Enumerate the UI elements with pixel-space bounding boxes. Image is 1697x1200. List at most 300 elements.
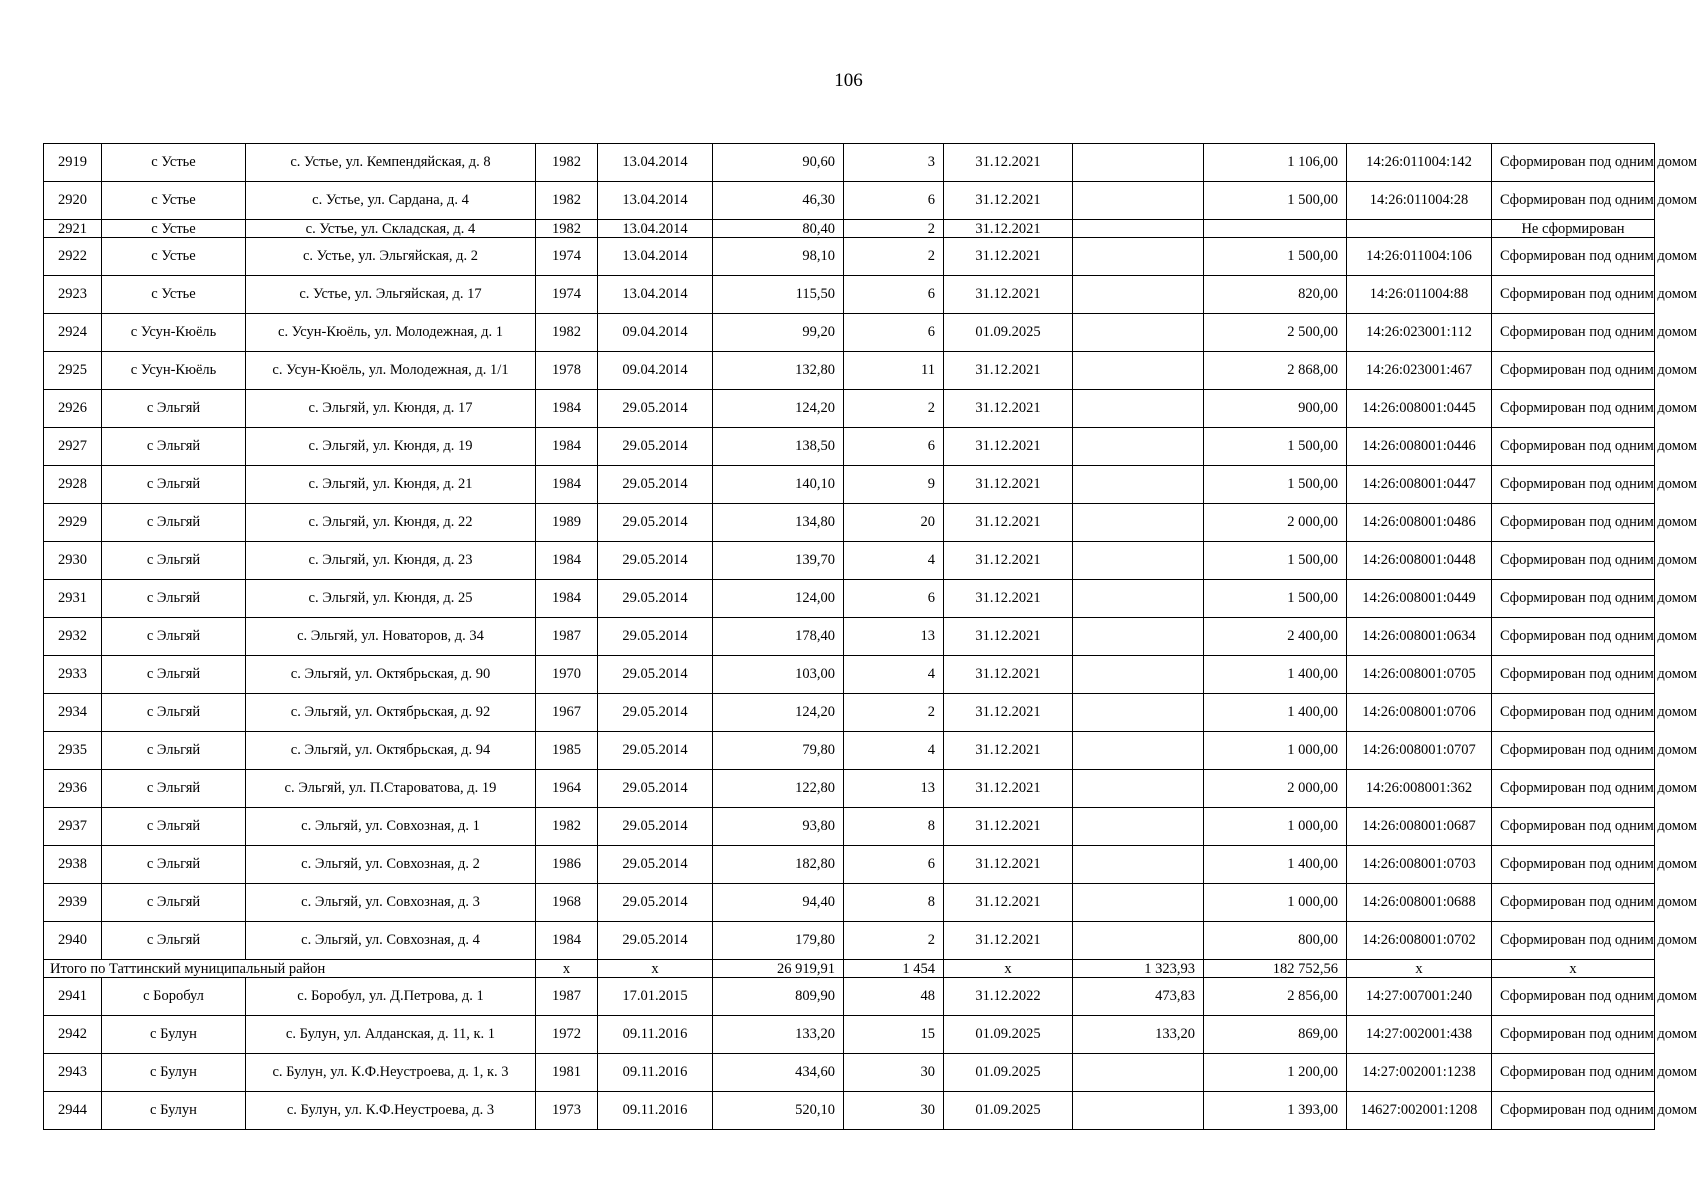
cell-address: с. Устье, ул. Складская, д. 4 bbox=[246, 220, 536, 238]
table-row bbox=[44, 466, 1655, 504]
table-row bbox=[44, 884, 1655, 922]
cell-date: 29.05.2014 bbox=[598, 466, 713, 504]
cell-settlement: с Булун bbox=[102, 1092, 246, 1130]
cell-cadastral-number: 14:27:002001:438 bbox=[1347, 1016, 1492, 1054]
cell-settlement: с Эльгяй bbox=[102, 656, 246, 694]
cell-deadline: 31.12.2021 bbox=[944, 808, 1073, 846]
cell-cost: 1 393,00 bbox=[1204, 1092, 1347, 1130]
cell-deadline: 01.09.2025 bbox=[944, 1092, 1073, 1130]
cell-year: 1967 bbox=[536, 694, 598, 732]
cell-residents: 4 bbox=[844, 542, 944, 580]
table-row bbox=[44, 542, 1655, 580]
cell-date: 09.11.2016 bbox=[598, 1092, 713, 1130]
cell-area-2 bbox=[1073, 1092, 1204, 1130]
subtotal-area2: 1 323,93 bbox=[1073, 960, 1204, 978]
cell-year: 1982 bbox=[536, 220, 598, 238]
cell-cadastral-number: 14:26:008001:0705 bbox=[1347, 656, 1492, 694]
table-row bbox=[44, 276, 1655, 314]
cell-year: 1986 bbox=[536, 846, 598, 884]
cell-number: 2944 bbox=[44, 1092, 102, 1130]
cell-number: 2935 bbox=[44, 732, 102, 770]
cell-cost: 1 400,00 bbox=[1204, 656, 1347, 694]
cell-residents: 3 bbox=[844, 144, 944, 182]
cell-settlement: с Устье bbox=[102, 182, 246, 220]
cell-date: 29.05.2014 bbox=[598, 542, 713, 580]
cell-date: 09.04.2014 bbox=[598, 352, 713, 390]
cell-address: с. Эльгяй, ул. Совхозная, д. 3 bbox=[246, 884, 536, 922]
cell-address: с. Эльгяй, ул. Кюндя, д. 21 bbox=[246, 466, 536, 504]
cell-area-2 bbox=[1073, 182, 1204, 220]
cell-deadline: 31.12.2021 bbox=[944, 466, 1073, 504]
cell-address: с. Эльгяй, ул. Новаторов, д. 34 bbox=[246, 618, 536, 656]
cell-cost: 1 106,00 bbox=[1204, 144, 1347, 182]
cell-year: 1974 bbox=[536, 276, 598, 314]
cell-land-status: Сформирован под одним домом bbox=[1492, 1016, 1655, 1054]
cell-land-status: Сформирован под одним домом bbox=[1492, 352, 1655, 390]
cell-area-2 bbox=[1073, 352, 1204, 390]
cell-settlement: с Эльгяй bbox=[102, 618, 246, 656]
cell-number: 2933 bbox=[44, 656, 102, 694]
cell-year: 1972 bbox=[536, 1016, 598, 1054]
cell-date: 29.05.2014 bbox=[598, 770, 713, 808]
cell-cost: 1 500,00 bbox=[1204, 466, 1347, 504]
cell-cost: 820,00 bbox=[1204, 276, 1347, 314]
cell-residents: 9 bbox=[844, 466, 944, 504]
cell-cadastral-number: 14:26:008001:0448 bbox=[1347, 542, 1492, 580]
cell-address: с. Булун, ул. К.Ф.Неустроева, д. 1, к. 3 bbox=[246, 1054, 536, 1092]
cell-date: 29.05.2014 bbox=[598, 846, 713, 884]
cell-date: 09.04.2014 bbox=[598, 314, 713, 352]
cell-cadastral-number: 14:26:011004:142 bbox=[1347, 144, 1492, 182]
table-row bbox=[44, 732, 1655, 770]
cell-residents: 6 bbox=[844, 428, 944, 466]
cell-deadline: 31.12.2021 bbox=[944, 618, 1073, 656]
cell-land-status: Сформирован под одним домом bbox=[1492, 884, 1655, 922]
table-row bbox=[44, 770, 1655, 808]
cell-cost: 1 500,00 bbox=[1204, 542, 1347, 580]
cell-area: 809,90 bbox=[713, 978, 844, 1016]
cell-deadline: 31.12.2021 bbox=[944, 542, 1073, 580]
cell-cost bbox=[1204, 220, 1347, 238]
cell-cost: 2 868,00 bbox=[1204, 352, 1347, 390]
cell-address: с. Эльгяй, ул. Совхозная, д. 1 bbox=[246, 808, 536, 846]
cell-residents: 2 bbox=[844, 694, 944, 732]
cell-address: с. Эльгяй, ул. Кюндя, д. 22 bbox=[246, 504, 536, 542]
cell-number: 2934 bbox=[44, 694, 102, 732]
cell-area-2 bbox=[1073, 314, 1204, 352]
cell-land-status: Сформирован под одним домом bbox=[1492, 1092, 1655, 1130]
cell-cost: 869,00 bbox=[1204, 1016, 1347, 1054]
cell-deadline: 01.09.2025 bbox=[944, 314, 1073, 352]
cell-area-2 bbox=[1073, 428, 1204, 466]
cell-cadastral-number: 14:26:008001:0447 bbox=[1347, 466, 1492, 504]
cell-area: 179,80 bbox=[713, 922, 844, 960]
cell-date: 29.05.2014 bbox=[598, 922, 713, 960]
housing-registry-table bbox=[43, 143, 1697, 1130]
cell-land-status: Сформирован под одним домом bbox=[1492, 390, 1655, 428]
cell-settlement: с Эльгяй bbox=[102, 808, 246, 846]
subtotal-residents: 1 454 bbox=[844, 960, 944, 978]
cell-residents: 2 bbox=[844, 390, 944, 428]
cell-settlement: с Устье bbox=[102, 238, 246, 276]
cell-settlement: с Устье bbox=[102, 220, 246, 238]
cell-year: 1968 bbox=[536, 884, 598, 922]
cell-area: 139,70 bbox=[713, 542, 844, 580]
cell-deadline: 31.12.2021 bbox=[944, 580, 1073, 618]
table-row bbox=[44, 618, 1655, 656]
cell-cost: 1 000,00 bbox=[1204, 732, 1347, 770]
table-row bbox=[44, 220, 1655, 238]
cell-number: 2919 bbox=[44, 144, 102, 182]
cell-settlement: с Эльгяй bbox=[102, 428, 246, 466]
cell-cadastral-number: 14:26:008001:0445 bbox=[1347, 390, 1492, 428]
cell-address: с. Булун, ул. Алданская, д. 11, к. 1 bbox=[246, 1016, 536, 1054]
cell-year: 1984 bbox=[536, 466, 598, 504]
cell-year: 1984 bbox=[536, 428, 598, 466]
cell-settlement: с Эльгяй bbox=[102, 770, 246, 808]
cell-address: с. Эльгяй, ул. Кюндя, д. 23 bbox=[246, 542, 536, 580]
cell-area: 124,20 bbox=[713, 694, 844, 732]
cell-year: 1974 bbox=[536, 238, 598, 276]
cell-year: 1981 bbox=[536, 1054, 598, 1092]
cell-area: 94,40 bbox=[713, 884, 844, 922]
cell-residents: 6 bbox=[844, 182, 944, 220]
cell-land-status: Сформирован под одним домом bbox=[1492, 276, 1655, 314]
cell-settlement: с Боробул bbox=[102, 978, 246, 1016]
cell-address: с. Устье, ул. Кемпендяйская, д. 8 bbox=[246, 144, 536, 182]
cell-number: 2941 bbox=[44, 978, 102, 1016]
cell-settlement: с Эльгяй bbox=[102, 846, 246, 884]
cell-year: 1982 bbox=[536, 314, 598, 352]
cell-area-2 bbox=[1073, 466, 1204, 504]
cell-area: 134,80 bbox=[713, 504, 844, 542]
cell-year: 1989 bbox=[536, 504, 598, 542]
cell-date: 13.04.2014 bbox=[598, 182, 713, 220]
cell-settlement: с Эльгяй bbox=[102, 922, 246, 960]
cell-cost: 1 200,00 bbox=[1204, 1054, 1347, 1092]
cell-land-status: Сформирован под одним домом bbox=[1492, 978, 1655, 1016]
cell-number: 2920 bbox=[44, 182, 102, 220]
cell-address: с. Эльгяй, ул. Кюндя, д. 19 bbox=[246, 428, 536, 466]
cell-year: 1985 bbox=[536, 732, 598, 770]
cell-date: 29.05.2014 bbox=[598, 504, 713, 542]
cell-settlement: с Булун bbox=[102, 1054, 246, 1092]
cell-residents: 20 bbox=[844, 504, 944, 542]
cell-land-status: Сформирован под одним домом bbox=[1492, 1054, 1655, 1092]
cell-deadline: 01.09.2025 bbox=[944, 1054, 1073, 1092]
cell-cost: 2 000,00 bbox=[1204, 770, 1347, 808]
cell-date: 29.05.2014 bbox=[598, 884, 713, 922]
cell-number: 2936 bbox=[44, 770, 102, 808]
cell-area: 103,00 bbox=[713, 656, 844, 694]
cell-cadastral-number: 14:26:011004:88 bbox=[1347, 276, 1492, 314]
cell-address: с. Устье, ул. Эльгяйская, д. 2 bbox=[246, 238, 536, 276]
cell-area: 122,80 bbox=[713, 770, 844, 808]
table-row bbox=[44, 978, 1655, 1016]
table-row bbox=[44, 580, 1655, 618]
cell-area-2 bbox=[1073, 656, 1204, 694]
cell-date: 09.11.2016 bbox=[598, 1016, 713, 1054]
cell-cadastral-number: 14627:002001:1208 bbox=[1347, 1092, 1492, 1130]
cell-area: 132,80 bbox=[713, 352, 844, 390]
subtotal-cost: 182 752,56 bbox=[1204, 960, 1347, 978]
cell-area-2 bbox=[1073, 808, 1204, 846]
cell-cadastral-number: 14:26:008001:0486 bbox=[1347, 504, 1492, 542]
cell-deadline: 31.12.2021 bbox=[944, 390, 1073, 428]
cell-land-status: Сформирован под одним домом bbox=[1492, 542, 1655, 580]
table-row bbox=[44, 694, 1655, 732]
cell-land-status: Сформирован под одним домом bbox=[1492, 656, 1655, 694]
cell-deadline: 31.12.2021 bbox=[944, 238, 1073, 276]
cell-date: 29.05.2014 bbox=[598, 618, 713, 656]
cell-area: 140,10 bbox=[713, 466, 844, 504]
cell-area: 46,30 bbox=[713, 182, 844, 220]
subtotal-row bbox=[44, 960, 1655, 978]
cell-area: 93,80 bbox=[713, 808, 844, 846]
cell-settlement: с Эльгяй bbox=[102, 504, 246, 542]
cell-address: с. Эльгяй, ул. Октябрьская, д. 92 bbox=[246, 694, 536, 732]
cell-cost: 2 500,00 bbox=[1204, 314, 1347, 352]
cell-land-status: Сформирован под одним домом bbox=[1492, 580, 1655, 618]
cell-land-status: Сформирован под одним домом bbox=[1492, 238, 1655, 276]
cell-residents: 30 bbox=[844, 1092, 944, 1130]
cell-number: 2931 bbox=[44, 580, 102, 618]
cell-cadastral-number: 14:26:011004:106 bbox=[1347, 238, 1492, 276]
cell-area: 98,10 bbox=[713, 238, 844, 276]
cell-cadastral-number: 14:26:008001:0634 bbox=[1347, 618, 1492, 656]
cell-number: 2924 bbox=[44, 314, 102, 352]
subtotal-date: x bbox=[598, 960, 713, 978]
cell-number: 2930 bbox=[44, 542, 102, 580]
cell-area-2 bbox=[1073, 694, 1204, 732]
cell-land-status: Сформирован под одним домом bbox=[1492, 504, 1655, 542]
cell-year: 1984 bbox=[536, 390, 598, 428]
cell-area-2 bbox=[1073, 884, 1204, 922]
cell-area: 115,50 bbox=[713, 276, 844, 314]
table-row bbox=[44, 238, 1655, 276]
cell-cost: 800,00 bbox=[1204, 922, 1347, 960]
table-row bbox=[44, 922, 1655, 960]
cell-area: 434,60 bbox=[713, 1054, 844, 1092]
cell-area: 79,80 bbox=[713, 732, 844, 770]
cell-residents: 4 bbox=[844, 732, 944, 770]
cell-number: 2922 bbox=[44, 238, 102, 276]
cell-year: 1987 bbox=[536, 978, 598, 1016]
cell-residents: 11 bbox=[844, 352, 944, 390]
cell-cadastral-number: 14:26:008001:0706 bbox=[1347, 694, 1492, 732]
table-row bbox=[44, 390, 1655, 428]
table-row bbox=[44, 182, 1655, 220]
table-row bbox=[44, 656, 1655, 694]
cell-residents: 6 bbox=[844, 314, 944, 352]
table-body bbox=[44, 144, 1697, 1130]
cell-number: 2928 bbox=[44, 466, 102, 504]
cell-cost: 1 000,00 bbox=[1204, 884, 1347, 922]
cell-date: 29.05.2014 bbox=[598, 656, 713, 694]
table-row bbox=[44, 1092, 1655, 1130]
cell-area-2: 473,83 bbox=[1073, 978, 1204, 1016]
cell-deadline: 31.12.2021 bbox=[944, 846, 1073, 884]
cell-date: 13.04.2014 bbox=[598, 238, 713, 276]
cell-cadastral-number: 14:26:011004:28 bbox=[1347, 182, 1492, 220]
cell-number: 2942 bbox=[44, 1016, 102, 1054]
cell-settlement: с Эльгяй bbox=[102, 542, 246, 580]
cell-settlement: с Эльгяй bbox=[102, 732, 246, 770]
cell-address: с. Усун-Кюёль, ул. Молодежная, д. 1 bbox=[246, 314, 536, 352]
cell-residents: 13 bbox=[844, 618, 944, 656]
cell-settlement: с Эльгяй bbox=[102, 390, 246, 428]
table-row bbox=[44, 314, 1655, 352]
table-row bbox=[44, 1016, 1655, 1054]
cell-number: 2926 bbox=[44, 390, 102, 428]
cell-address: с. Эльгяй, ул. Кюндя, д. 25 bbox=[246, 580, 536, 618]
cell-address: с. Эльгяй, ул. Октябрьская, д. 94 bbox=[246, 732, 536, 770]
cell-area: 138,50 bbox=[713, 428, 844, 466]
cell-deadline: 31.12.2021 bbox=[944, 220, 1073, 238]
cell-cadastral-number: 14:27:002001:1238 bbox=[1347, 1054, 1492, 1092]
cell-address: с. Эльгяй, ул. Совхозная, д. 2 bbox=[246, 846, 536, 884]
cell-address: с. Эльгяй, ул. П.Староватова, д. 19 bbox=[246, 770, 536, 808]
cell-number: 2943 bbox=[44, 1054, 102, 1092]
table-row bbox=[44, 504, 1655, 542]
cell-area-2 bbox=[1073, 238, 1204, 276]
cell-land-status: Сформирован под одним домом bbox=[1492, 314, 1655, 352]
cell-address: с. Эльгяй, ул. Кюндя, д. 17 bbox=[246, 390, 536, 428]
cell-land-status: Сформирован под одним домом bbox=[1492, 182, 1655, 220]
cell-cadastral-number: 14:26:023001:467 bbox=[1347, 352, 1492, 390]
cell-settlement: с Эльгяй bbox=[102, 466, 246, 504]
cell-deadline: 31.12.2021 bbox=[944, 770, 1073, 808]
cell-year: 1970 bbox=[536, 656, 598, 694]
cell-address: с. Эльгяй, ул. Октябрьская, д. 90 bbox=[246, 656, 536, 694]
cell-date: 29.05.2014 bbox=[598, 390, 713, 428]
cell-residents: 6 bbox=[844, 580, 944, 618]
cell-area: 133,20 bbox=[713, 1016, 844, 1054]
cell-deadline: 31.12.2021 bbox=[944, 656, 1073, 694]
cell-cadastral-number: 14:27:007001:240 bbox=[1347, 978, 1492, 1016]
cell-year: 1984 bbox=[536, 580, 598, 618]
cell-cost: 1 500,00 bbox=[1204, 580, 1347, 618]
cell-area-2 bbox=[1073, 504, 1204, 542]
cell-date: 29.05.2014 bbox=[598, 808, 713, 846]
cell-area-2 bbox=[1073, 390, 1204, 428]
cell-settlement: с Булун bbox=[102, 1016, 246, 1054]
cell-residents: 2 bbox=[844, 922, 944, 960]
cell-cost: 1 500,00 bbox=[1204, 238, 1347, 276]
cell-cadastral-number: 14:26:008001:362 bbox=[1347, 770, 1492, 808]
cell-land-status: Сформирован под одним домом bbox=[1492, 770, 1655, 808]
cell-settlement: с Усун-Кюёль bbox=[102, 352, 246, 390]
cell-address: с. Булун, ул. К.Ф.Неустроева, д. 3 bbox=[246, 1092, 536, 1130]
cell-residents: 30 bbox=[844, 1054, 944, 1092]
cell-year: 1984 bbox=[536, 922, 598, 960]
cell-deadline: 31.12.2021 bbox=[944, 144, 1073, 182]
cell-area-2 bbox=[1073, 770, 1204, 808]
cell-land-status: Сформирован под одним домом bbox=[1492, 694, 1655, 732]
cell-settlement: с Эльгяй bbox=[102, 884, 246, 922]
cell-cost: 1 400,00 bbox=[1204, 846, 1347, 884]
cell-date: 13.04.2014 bbox=[598, 144, 713, 182]
cell-land-status: Сформирован под одним домом bbox=[1492, 466, 1655, 504]
cell-area-2 bbox=[1073, 144, 1204, 182]
cell-number: 2929 bbox=[44, 504, 102, 542]
cell-settlement: с Устье bbox=[102, 144, 246, 182]
cell-year: 1982 bbox=[536, 144, 598, 182]
cell-residents: 6 bbox=[844, 846, 944, 884]
cell-area-2 bbox=[1073, 732, 1204, 770]
cell-deadline: 31.12.2021 bbox=[944, 504, 1073, 542]
cell-year: 1982 bbox=[536, 182, 598, 220]
cell-cost: 1 000,00 bbox=[1204, 808, 1347, 846]
cell-number: 2921 bbox=[44, 220, 102, 238]
cell-residents: 8 bbox=[844, 884, 944, 922]
cell-address: с. Боробул, ул. Д.Петрова, д. 1 bbox=[246, 978, 536, 1016]
cell-cost: 900,00 bbox=[1204, 390, 1347, 428]
cell-address: с. Устье, ул. Эльгяйская, д. 17 bbox=[246, 276, 536, 314]
cell-year: 1964 bbox=[536, 770, 598, 808]
cell-residents: 8 bbox=[844, 808, 944, 846]
cell-residents: 15 bbox=[844, 1016, 944, 1054]
cell-cost: 2 000,00 bbox=[1204, 504, 1347, 542]
cell-number: 2923 bbox=[44, 276, 102, 314]
cell-address: с. Эльгяй, ул. Совхозная, д. 4 bbox=[246, 922, 536, 960]
cell-number: 2927 bbox=[44, 428, 102, 466]
cell-date: 29.05.2014 bbox=[598, 428, 713, 466]
cell-land-status: Сформирован под одним домом bbox=[1492, 922, 1655, 960]
cell-cadastral-number: 14:26:008001:0707 bbox=[1347, 732, 1492, 770]
cell-cost: 2 856,00 bbox=[1204, 978, 1347, 1016]
cell-area: 178,40 bbox=[713, 618, 844, 656]
cell-area: 124,00 bbox=[713, 580, 844, 618]
cell-land-status: Сформирован под одним домом bbox=[1492, 846, 1655, 884]
subtotal-area: 26 919,91 bbox=[713, 960, 844, 978]
cell-number: 2940 bbox=[44, 922, 102, 960]
cell-settlement: с Устье bbox=[102, 276, 246, 314]
cell-land-status: Сформирован под одним домом bbox=[1492, 808, 1655, 846]
cell-cadastral-number: 14:26:008001:0687 bbox=[1347, 808, 1492, 846]
cell-number: 2937 bbox=[44, 808, 102, 846]
cell-deadline: 01.09.2025 bbox=[944, 1016, 1073, 1054]
cell-number: 2939 bbox=[44, 884, 102, 922]
cell-residents: 2 bbox=[844, 238, 944, 276]
table-row bbox=[44, 352, 1655, 390]
cell-settlement: с Эльгяй bbox=[102, 580, 246, 618]
cell-cadastral-number: 14:26:008001:0688 bbox=[1347, 884, 1492, 922]
cell-year: 1982 bbox=[536, 808, 598, 846]
cell-area-2: 133,20 bbox=[1073, 1016, 1204, 1054]
cell-area-2 bbox=[1073, 846, 1204, 884]
cell-area-2 bbox=[1073, 922, 1204, 960]
cell-area: 99,20 bbox=[713, 314, 844, 352]
cell-date: 29.05.2014 bbox=[598, 732, 713, 770]
cell-land-status: Сформирован под одним домом bbox=[1492, 144, 1655, 182]
cell-area: 520,10 bbox=[713, 1092, 844, 1130]
cell-cadastral-number: 14:26:008001:0449 bbox=[1347, 580, 1492, 618]
table-row bbox=[44, 144, 1655, 182]
cell-residents: 48 bbox=[844, 978, 944, 1016]
cell-year: 1973 bbox=[536, 1092, 598, 1130]
subtotal-year: x bbox=[536, 960, 598, 978]
cell-cost: 1 400,00 bbox=[1204, 694, 1347, 732]
page-number: 106 bbox=[834, 70, 863, 91]
table-row bbox=[44, 428, 1655, 466]
cell-area-2 bbox=[1073, 542, 1204, 580]
cell-settlement: с Усун-Кюёль bbox=[102, 314, 246, 352]
cell-cadastral-number: 14:26:008001:0703 bbox=[1347, 846, 1492, 884]
cell-date: 29.05.2014 bbox=[598, 580, 713, 618]
cell-area-2 bbox=[1073, 276, 1204, 314]
cell-cadastral-number: 14:26:008001:0446 bbox=[1347, 428, 1492, 466]
